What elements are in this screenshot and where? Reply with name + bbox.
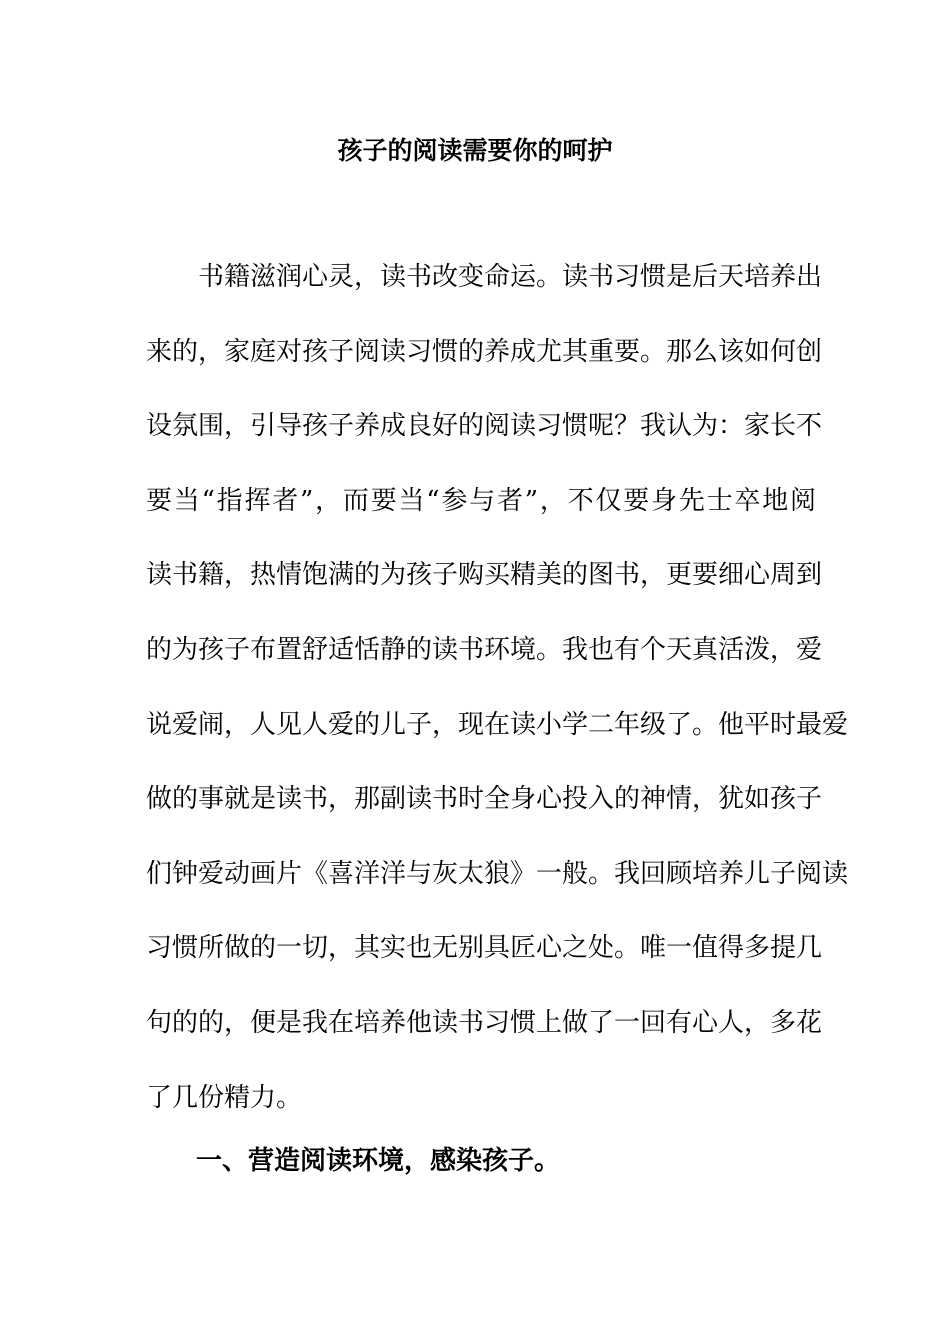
paragraph-line: 读书籍，热情饱满的为孩子购买精美的图书，更要细心周到 xyxy=(146,560,823,591)
paragraph-line: 做的事就是读书，那副读书时全身心投入的神情，犹如孩子 xyxy=(146,784,823,815)
paragraph-line: 说爱闹，人见人爱的儿子，现在读小学二年级了。他平时最爱 xyxy=(146,709,849,740)
paragraph-line: 们钟爱动画片《喜洋洋与灰太狼》一般。我回顾培养儿子阅读 xyxy=(146,858,849,889)
section-heading: 一、营造阅读环境，感染孩子。 xyxy=(196,1146,561,1176)
paragraph-line: 来的，家庭对孩子阅读习惯的养成尤其重要。那么该如何创 xyxy=(146,336,823,367)
paragraph-line: 设氛围，引导孩子养成良好的阅读习惯呢？我认为：家长不 xyxy=(146,411,823,442)
paragraph-line: 习惯所做的一切，其实也无别具匠心之处。唯一值得多提几 xyxy=(146,933,823,964)
body-paragraph xyxy=(146,258,849,1153)
document-title: 孩子的阅读需要你的呵护 xyxy=(337,136,613,165)
paragraph-line: 的为孩子布置舒适恬静的读书环境。我也有个天真活泼，爱 xyxy=(146,634,823,665)
paragraph-line: 书籍滋润心灵，读书改变命运。读书习惯是后天培养出 xyxy=(198,262,823,292)
paragraph-line: 了几份精力。 xyxy=(146,1082,303,1113)
paragraph-line: 要当“指挥者”，而要当“参与者”，不仅要身先士卒地阅 xyxy=(146,485,816,516)
paragraph-line: 句的的，便是我在培养他读书习惯上做了一回有心人，多花 xyxy=(146,1007,823,1038)
